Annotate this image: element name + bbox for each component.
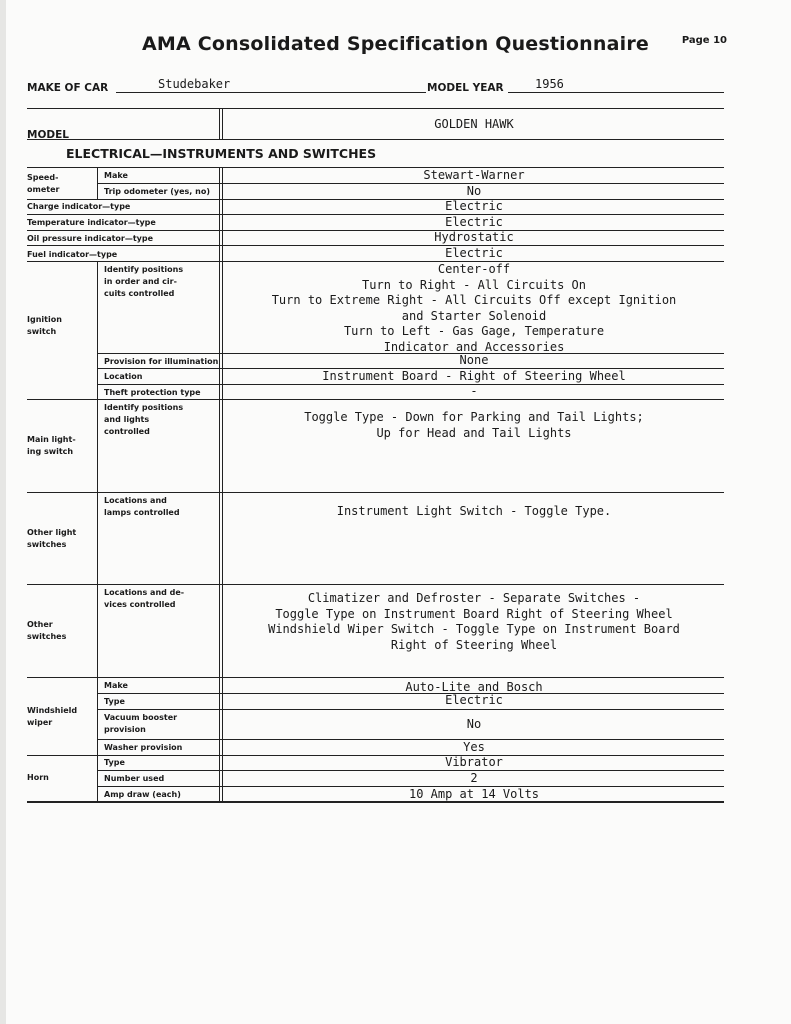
model-divider-b <box>222 108 223 139</box>
page-edge <box>0 0 6 1024</box>
vline-value-a <box>219 167 220 802</box>
theft-protection-label: Theft protection type <box>104 388 201 397</box>
oil-label: Oil pressure indicator—type <box>27 234 154 243</box>
model-divider-a <box>219 108 220 139</box>
other-light-group: Other light switches <box>27 528 77 549</box>
make-underline <box>116 92 426 93</box>
fuel-label: Fuel indicator—type <box>27 250 118 259</box>
wiper-type-label: Type <box>104 697 125 706</box>
rule <box>27 584 724 585</box>
section-title: ELECTRICAL—INSTRUMENTS AND SWITCHES <box>66 146 377 161</box>
wiper-type-value: Electric <box>445 693 503 707</box>
charge-label: Charge indicator—type <box>27 202 131 211</box>
temperature-value: Electric <box>445 215 503 229</box>
year-value: 1956 <box>535 77 564 91</box>
trip-odometer-value: No <box>466 184 482 198</box>
theft-protection-value: - <box>470 384 478 398</box>
horn-number-label: Number used <box>104 774 165 783</box>
rule <box>27 399 724 400</box>
fuel-value: Electric <box>445 246 503 260</box>
illumination-label: Provision for illumination <box>104 357 219 366</box>
ignition-group: Ignition switch <box>27 315 62 336</box>
rule <box>27 677 724 678</box>
vacuum-booster-value: No <box>466 717 482 731</box>
ignition-location-label: Location <box>104 372 143 381</box>
model-label: MODEL <box>27 129 69 141</box>
speedometer-group: Speed- ometer <box>27 173 60 194</box>
other-switches-value: Climatizer and Defroster - Separate Switches - Toggle Type on Instrument Board Right of Steering Wheel Windshield Wiper Switch - Toggle Type on Instrument Board Right of Steering Wheel <box>268 591 680 652</box>
main-lighting-value: Toggle Type - Down for Parking and Tail Lights; Up for Head and Tail Lights <box>304 410 644 440</box>
make-label: MAKE OF CAR <box>27 82 109 94</box>
wiper-group: Windshield wiper <box>27 706 78 727</box>
vline-value-b <box>222 167 223 802</box>
main-lighting-label: Identify positions and lights controlled <box>104 403 184 436</box>
model-value: GOLDEN HAWK <box>434 117 514 131</box>
ignition-positions-label: Identify positions in order and cir- cuits controlled <box>104 265 184 298</box>
main-lighting-group: Main light- ing switch <box>27 435 76 456</box>
other-light-label: Locations and lamps controlled <box>104 496 180 517</box>
wiper-make-label: Make <box>104 681 128 690</box>
wiper-make-value: Auto-Lite and Bosch <box>405 680 543 694</box>
rule-top <box>27 108 724 109</box>
make-value: Studebaker <box>158 77 231 91</box>
other-switches-label: Locations and de- vices controlled <box>104 588 185 609</box>
ignition-positions-value: Center-off Turn to Right - All Circuits On Turn to Extreme Right - All Circuits Off except Ignition and Starter Solenoid Turn to Left - Gas Gage, Temperature Indicator and Accessories <box>271 262 677 354</box>
ignition-location-value: Instrument Board - Right of Steering Wheel <box>322 369 626 383</box>
year-label: MODEL YEAR <box>427 82 504 94</box>
page-title: AMA Consolidated Specification Questionnaire <box>141 33 649 55</box>
horn-amp-value: 10 Amp at 14 Volts <box>408 787 540 801</box>
page-number: Page 10 <box>681 35 727 46</box>
rule-model <box>27 139 724 140</box>
horn-type-value: Vibrator <box>445 755 503 769</box>
trip-odometer-label: Trip odometer (yes, no) <box>104 187 210 196</box>
illumination-value: None <box>459 353 489 367</box>
vline-groups <box>97 261 98 801</box>
other-light-value: Instrument Light Switch - Toggle Type. <box>336 504 612 518</box>
rule <box>97 709 724 710</box>
charge-value: Electric <box>445 199 503 213</box>
year-underline <box>508 92 724 93</box>
rule <box>27 492 724 493</box>
horn-type-label: Type <box>104 758 125 767</box>
rule-table-bottom <box>27 801 724 803</box>
speedometer-make-label: Make <box>104 171 128 180</box>
speedometer-make-value: Stewart-Warner <box>423 168 525 182</box>
oil-value: Hydrostatic <box>434 230 514 244</box>
horn-number-value: 2 <box>470 771 478 785</box>
temperature-label: Temperature indicator—type <box>27 218 156 227</box>
washer-label: Washer provision <box>104 743 183 752</box>
vacuum-booster-label: Vacuum booster provision <box>104 713 178 734</box>
horn-group: Horn <box>27 773 49 782</box>
washer-value: Yes <box>463 740 485 754</box>
horn-amp-label: Amp draw (each) <box>104 790 181 799</box>
other-switches-group: Other switches <box>27 620 67 641</box>
